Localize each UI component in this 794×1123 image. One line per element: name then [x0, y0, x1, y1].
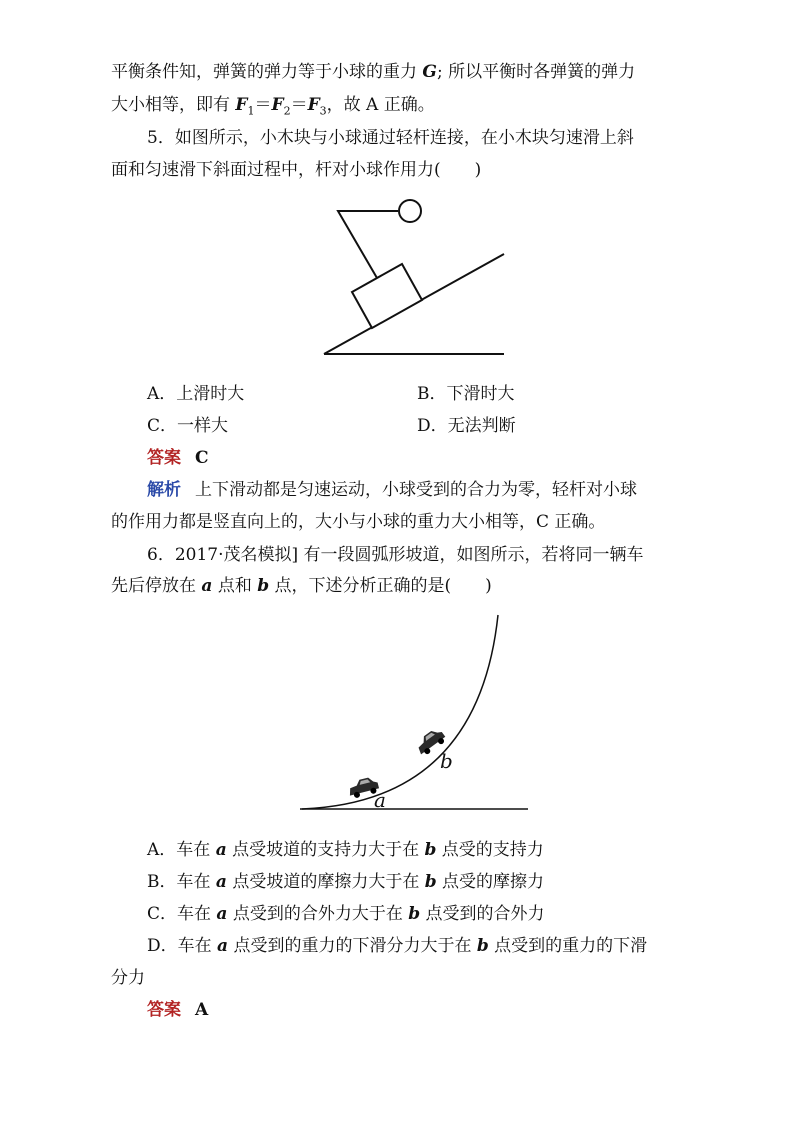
wooden-block — [352, 264, 422, 328]
q5-analysis-line-2: 的作用力都是竖直向上的，大小与小球的重力大小相等，C 正确。 — [111, 512, 606, 532]
option-text: C．车在 — [147, 904, 217, 924]
q5-option-b: B．下滑时大 — [417, 384, 515, 404]
q6-option-a — [147, 838, 544, 862]
q6-answer — [147, 998, 208, 1022]
var-F3: F — [307, 95, 320, 115]
subscript: 1 — [247, 104, 255, 118]
subscript: 2 — [283, 104, 291, 118]
arc-slope — [302, 615, 498, 809]
option-text: 点受到的合外力 — [420, 904, 545, 924]
var-b: b — [408, 904, 421, 924]
q6-option-d-cont: 分力 — [111, 968, 145, 988]
intro-text: ，故 A 正确。 — [326, 95, 435, 115]
intro-line-1 — [111, 60, 635, 84]
q5-figure — [320, 196, 520, 356]
var-G: G — [422, 62, 437, 82]
var-F1: F — [235, 95, 248, 115]
q6-stem-line-2 — [111, 574, 492, 598]
analysis-label: 解析 — [147, 480, 181, 500]
option-text: D．车在 — [147, 936, 218, 956]
intro-text: 大小相等，即有 — [111, 95, 236, 115]
small-ball — [399, 200, 421, 222]
var-b: b — [257, 576, 270, 596]
q6-option-b — [147, 870, 544, 894]
point-label-b: b — [440, 749, 453, 773]
answer-value: A — [195, 1000, 209, 1020]
option-text: A．车在 — [147, 840, 216, 860]
q6-figure — [300, 612, 540, 822]
option-text: 点受到的合外力大于在 — [227, 904, 409, 924]
q5-option-d: D．无法判断 — [417, 416, 516, 436]
point-label-a: a — [374, 788, 386, 812]
var-a: a — [216, 904, 228, 924]
intro-line-2 — [111, 93, 435, 123]
q5-stem-line-2: 面和匀速滑下斜面过程中，杆对小球作用力( ) — [111, 160, 482, 180]
q6-option-d — [147, 934, 647, 958]
var-a: a — [215, 840, 227, 860]
answer-label: 答案 — [147, 448, 181, 468]
option-text: 点受的摩擦力 — [436, 872, 545, 892]
equals: ＝ — [254, 95, 272, 115]
q6-text: 先后停放在 — [111, 576, 202, 596]
option-text: B．车在 — [147, 872, 216, 892]
light-rod — [338, 211, 398, 278]
intro-text: 平衡条件知，弹簧的弹力等于小球的重力 — [111, 62, 423, 82]
var-b: b — [424, 872, 437, 892]
q5-analysis-line-1 — [147, 478, 637, 502]
subscript: 3 — [319, 104, 327, 118]
q6-text: 点和 — [212, 576, 258, 596]
q5-answer — [147, 446, 209, 470]
option-text: 点受的支持力 — [436, 840, 544, 860]
answer-value: C — [195, 448, 209, 468]
q5-option-a: A．上滑时大 — [147, 384, 245, 404]
option-text: 点受坡道的支持力大于在 — [226, 840, 425, 860]
q6-text: 点，下述分析正确的是( ) — [269, 576, 492, 596]
var-a: a — [215, 872, 227, 892]
equals: ＝ — [290, 95, 308, 115]
var-b: b — [476, 936, 489, 956]
var-a: a — [217, 936, 229, 956]
analysis-text: 上下滑动都是匀速运动，小球受到的合力为零，轻杆对小球 — [195, 480, 637, 500]
q5-stem-line-1: 5．如图所示，小木块与小球通过轻杆连接，在小木块匀速滑上斜 — [147, 128, 634, 148]
q6-stem-line-1: 6．2017·茂名模拟] 有一段圆弧形坡道，如图所示，若将同一辆车 — [147, 545, 644, 565]
var-b: b — [424, 840, 437, 860]
q6-option-c — [147, 902, 545, 926]
option-text: 点受坡道的摩擦力大于在 — [226, 872, 425, 892]
var-a: a — [201, 576, 213, 596]
option-text: 点受到的重力的下滑分力大于在 — [228, 936, 477, 956]
intro-text: ; 所以平衡时各弹簧的弹力 — [436, 62, 636, 82]
answer-label: 答案 — [147, 1000, 181, 1020]
option-text: 点受到的重力的下滑 — [488, 936, 648, 956]
q5-option-c: C．一样大 — [147, 416, 229, 436]
var-F2: F — [271, 95, 284, 115]
